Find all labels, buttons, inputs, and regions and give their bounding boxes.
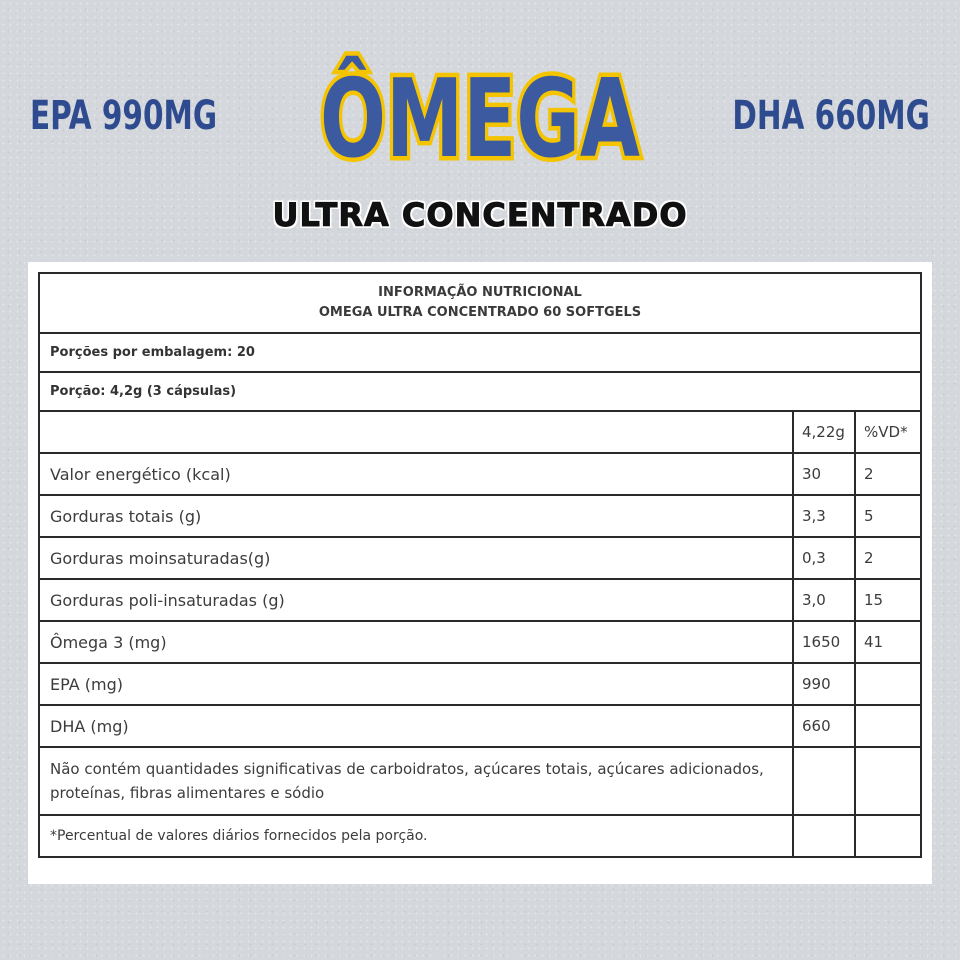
note-row xyxy=(39,747,921,815)
omega-logo xyxy=(300,0,766,182)
column-header-blank xyxy=(39,411,793,453)
footnote-blank-amount xyxy=(793,815,855,857)
footnote-blank-dv xyxy=(855,815,921,857)
nutrient-label: DHA (mg) xyxy=(39,705,793,747)
nutrient-dv xyxy=(855,663,921,705)
product-subtitle: ULTRA CONCENTRADO xyxy=(272,196,688,234)
nutrient-label: Valor energético (kcal) xyxy=(39,453,793,495)
table-row xyxy=(39,495,921,537)
table-row xyxy=(39,453,921,495)
nutrient-dv: 5 xyxy=(855,495,921,537)
servings-row xyxy=(39,333,921,372)
table-row xyxy=(39,621,921,663)
table-row xyxy=(39,579,921,621)
dha-dosage-label: DHA 660MG xyxy=(732,93,930,139)
serving-size: Porção: 4,2g (3 cápsulas) xyxy=(39,372,921,411)
servings-per-package: Porções por embalagem: 20 xyxy=(39,333,921,372)
nutrient-amount: 990 xyxy=(793,663,855,705)
nutrition-panel xyxy=(28,262,932,884)
nutrient-amount: 0,3 xyxy=(793,537,855,579)
table-row xyxy=(39,537,921,579)
column-header-amount: 4,22g xyxy=(793,411,855,453)
table-title-line2: OMEGA ULTRA CONCENTRADO 60 SOFTGELS xyxy=(318,305,642,320)
table-row xyxy=(39,663,921,705)
epa-dosage-label: EPA 990MG xyxy=(30,93,218,139)
nutrient-amount: 1650 xyxy=(793,621,855,663)
nutrient-amount: 660 xyxy=(793,705,855,747)
footnote-row xyxy=(39,815,921,857)
nutrient-dv: 41 xyxy=(855,621,921,663)
table-row xyxy=(39,705,921,747)
brand-wordmark: ÔMEGA xyxy=(320,57,766,182)
column-header-row xyxy=(39,411,921,453)
nutrient-amount: 3,0 xyxy=(793,579,855,621)
nutrient-amount: 30 xyxy=(793,453,855,495)
column-header-dv: %VD* xyxy=(855,411,921,453)
table-title-row xyxy=(39,273,921,333)
nutrient-dv: 2 xyxy=(855,453,921,495)
table-title-line1: INFORMAÇÃO NUTRICIONAL xyxy=(378,285,582,300)
not-significant-note: Não contém quantidades significativas de carboidratos, açúcares totais, açúcares adicionados, proteínas, fibras alimentares e sódio xyxy=(39,747,793,815)
nutrient-label: Gorduras totais (g) xyxy=(39,495,793,537)
note-blank-amount xyxy=(793,747,855,815)
nutrient-dv: 2 xyxy=(855,537,921,579)
nutrient-label: Gorduras poli-insaturadas (g) xyxy=(39,579,793,621)
table-title xyxy=(39,273,921,333)
nutrient-dv xyxy=(855,705,921,747)
nutrient-dv: 15 xyxy=(855,579,921,621)
nutrient-amount: 3,3 xyxy=(793,495,855,537)
nutrition-facts-table xyxy=(38,272,922,858)
nutrient-label: Gorduras moinsaturadas(g) xyxy=(39,537,793,579)
serving-size-row xyxy=(39,372,921,411)
nutrient-label: EPA (mg) xyxy=(39,663,793,705)
nutrient-label: Ômega 3 (mg) xyxy=(39,621,793,663)
dv-footnote: *Percentual de valores diários fornecidos pela porção. xyxy=(39,815,793,857)
note-blank-dv xyxy=(855,747,921,815)
